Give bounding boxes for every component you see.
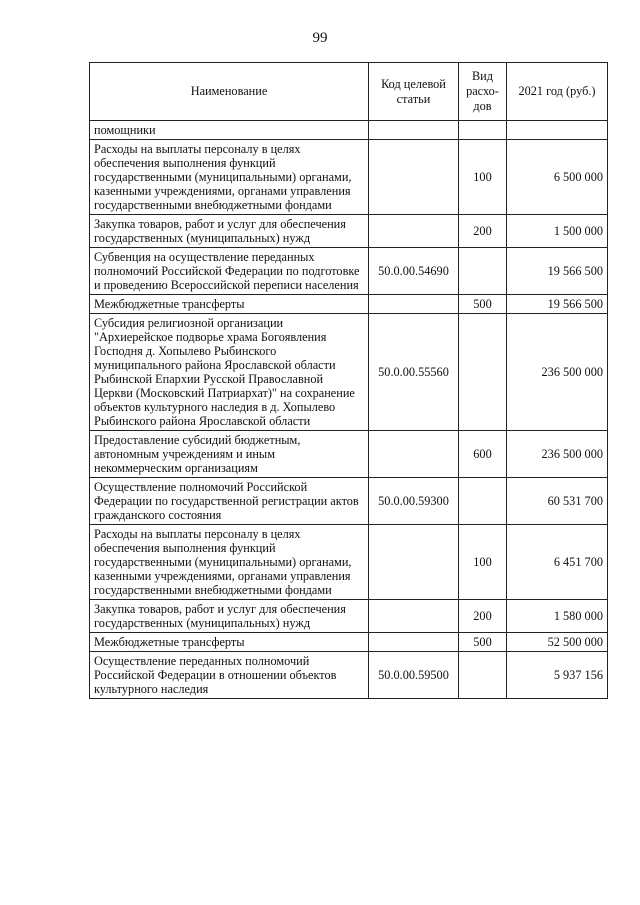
row-code (369, 600, 459, 633)
row-amount: 1 500 000 (507, 215, 608, 248)
row-code (369, 215, 459, 248)
row-type: 500 (459, 295, 507, 314)
row-name: Субсидия религиозной организации "Архиерейское подворье храма Богоявления Господня д. Хопылево Рыбинского муниципального района Ярославской области Рыбинской Епархии Русской Православной Церкви (Московский Патриархат)" на сохранение объектов культурного наследия в д. Хопылево Рыбинского района Ярославской области (90, 314, 369, 431)
table-row (90, 248, 608, 295)
row-amount: 19 566 500 (507, 295, 608, 314)
row-code: 50.0.00.59500 (369, 652, 459, 699)
row-amount: 236 500 000 (507, 431, 608, 478)
row-code (369, 140, 459, 215)
row-code (369, 525, 459, 600)
row-amount: 1 580 000 (507, 600, 608, 633)
header-name: Наименование (90, 63, 369, 121)
row-name: Осуществление переданных полномочий Российской Федерации в отношении объектов культурного наследия (90, 652, 369, 699)
row-type (459, 652, 507, 699)
header-expense-type: Вид расхо-дов (459, 63, 507, 121)
row-name: Межбюджетные трансферты (90, 633, 369, 652)
row-type: 200 (459, 600, 507, 633)
page-number: 99 (312, 30, 328, 46)
row-code: 50.0.00.59300 (369, 478, 459, 525)
row-amount: 6 500 000 (507, 140, 608, 215)
table-header-row (90, 63, 608, 121)
row-name: Межбюджетные трансферты (90, 295, 369, 314)
row-type: 100 (459, 140, 507, 215)
table-row (90, 314, 608, 431)
row-code: 50.0.00.55560 (369, 314, 459, 431)
row-amount: 52 500 000 (507, 633, 608, 652)
row-code (369, 295, 459, 314)
header-target-code: Код целевой статьи (369, 63, 459, 121)
row-name: Осуществление полномочий Российской Федерации по государственной регистрации актов гражданского состояния (90, 478, 369, 525)
table-row (90, 600, 608, 633)
row-name: Предоставление субсидий бюджетным, автономным учреждениям и иным некоммерческим организациям (90, 431, 369, 478)
table-row (90, 525, 608, 600)
table-row (90, 633, 608, 652)
table-row (90, 652, 608, 699)
row-code (369, 431, 459, 478)
row-code (369, 633, 459, 652)
row-amount: 60 531 700 (507, 478, 608, 525)
table-row (90, 140, 608, 215)
table-row (90, 295, 608, 314)
row-amount: 19 566 500 (507, 248, 608, 295)
row-type: 200 (459, 215, 507, 248)
row-type (459, 248, 507, 295)
budget-table (89, 62, 608, 699)
header-amount-2021: 2021 год (руб.) (507, 63, 608, 121)
row-type (459, 478, 507, 525)
row-name: Закупка товаров, работ и услуг для обеспечения государственных (муниципальных) нужд (90, 600, 369, 633)
row-amount (507, 121, 608, 140)
table-row (90, 215, 608, 248)
row-type: 500 (459, 633, 507, 652)
row-code: 50.0.00.54690 (369, 248, 459, 295)
row-type (459, 121, 507, 140)
row-name: Расходы на выплаты персоналу в целях обеспечения выполнения функций государственными (муниципальными) органами, казенными учреждениями, органами управления государственными внебюджетными фондами (90, 525, 369, 600)
table-row (90, 478, 608, 525)
table-row (90, 121, 608, 140)
row-amount: 6 451 700 (507, 525, 608, 600)
table-row (90, 431, 608, 478)
row-name: Закупка товаров, работ и услуг для обеспечения государственных (муниципальных) нужд (90, 215, 369, 248)
row-amount: 236 500 000 (507, 314, 608, 431)
row-name: Расходы на выплаты персоналу в целях обеспечения выполнения функций государственными (муниципальными) органами, казенными учреждениями, органами управления государственными внебюджетными фондами (90, 140, 369, 215)
row-code (369, 121, 459, 140)
row-name: помощники (90, 121, 369, 140)
row-name: Субвенция на осуществление переданных полномочий Российской Федерации по подготовке и проведению Всероссийской переписи населения (90, 248, 369, 295)
row-amount: 5 937 156 (507, 652, 608, 699)
row-type: 100 (459, 525, 507, 600)
row-type (459, 314, 507, 431)
row-type: 600 (459, 431, 507, 478)
